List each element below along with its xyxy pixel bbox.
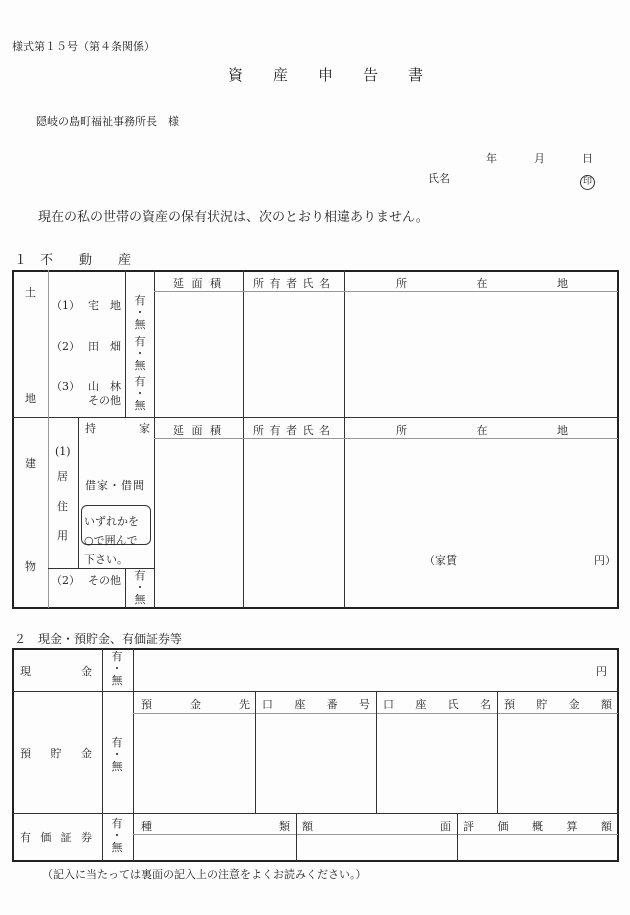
- rent-unit: 円）: [594, 554, 616, 567]
- securities-face-input[interactable]: [297, 835, 457, 860]
- yes-no-choice[interactable]: 有 ・ 無: [134, 569, 146, 606]
- form-number: 様式第１５号（第４条関係）: [12, 40, 155, 53]
- yes-no-choice[interactable]: 有 ・ 無: [134, 294, 146, 331]
- col-bank: 預 金 先: [141, 698, 250, 711]
- addressee: 隠岐の島町福祉事務所長 様: [36, 115, 179, 128]
- land-col-area: 延 面 積: [173, 277, 223, 290]
- building-label-top: 建: [25, 457, 36, 470]
- page-title: 資産申告書: [228, 66, 454, 84]
- land-location-input[interactable]: [345, 292, 617, 417]
- date-year-label: 年: [486, 152, 497, 165]
- building-col-owner: 所 有 者 氏 名: [253, 424, 331, 437]
- land-owner-input[interactable]: [244, 292, 344, 417]
- land-label-bottom: 地: [25, 392, 36, 405]
- yes-no-choice[interactable]: 有 ・ 無: [111, 817, 123, 854]
- building-col-area: 延 面 積: [173, 424, 223, 437]
- date-month-label: 月: [534, 152, 545, 165]
- owned-house-b[interactable]: 家: [139, 422, 150, 435]
- date-day-label: 日: [582, 152, 593, 165]
- seal-icon: 印: [580, 169, 595, 190]
- account-name-input[interactable]: [377, 714, 497, 813]
- building-other-label: その他: [88, 574, 121, 587]
- cash-amount-input[interactable]: [134, 649, 617, 691]
- account-number-input[interactable]: [256, 714, 376, 813]
- section1-title: １ 不 動 産: [14, 253, 132, 268]
- col-estimated-value: 評 価 概 算 額: [463, 820, 612, 833]
- building-owner-input[interactable]: [244, 439, 344, 607]
- rent-label: （家賃: [424, 554, 457, 567]
- col-account-name: 口 座 氏 名: [383, 698, 491, 711]
- land-area-input[interactable]: [155, 292, 243, 417]
- col-type: 種 類: [141, 820, 290, 833]
- yes-no-choice[interactable]: 有 ・ 無: [134, 375, 146, 412]
- section2-title: ２ 現金・預貯金、有価証券等: [14, 632, 183, 646]
- cash-unit: 円: [596, 665, 607, 678]
- savings-amount-input[interactable]: [498, 714, 617, 813]
- building-area-input[interactable]: [155, 439, 243, 607]
- rented-house[interactable]: 借家・借間: [85, 479, 145, 492]
- savings-label: 預 貯 金: [20, 747, 92, 760]
- securities-estimate-input[interactable]: [458, 835, 617, 860]
- declaration-text: 現在の私の世帯の資産の保有状況は、次のとおり相違ありません。: [38, 210, 429, 225]
- land-col-location: 所 在 地: [396, 277, 568, 290]
- building-col-location: 所 在 地: [396, 424, 568, 437]
- yes-no-choice[interactable]: 有 ・ 無: [134, 335, 146, 372]
- footer-note: （記入に当たっては裏面の記入上の注意をよくお読みください。）: [42, 868, 367, 881]
- cash-label: 現 金: [20, 665, 92, 678]
- col-account-number: 口 座 番 号: [262, 698, 370, 711]
- building-label-bottom: 物: [25, 560, 36, 573]
- name-label: 氏名: [428, 172, 450, 185]
- land-label-top: 土: [25, 286, 36, 299]
- bank-input[interactable]: [134, 714, 255, 813]
- yes-no-choice[interactable]: 有 ・ 無: [111, 736, 123, 773]
- residence-num: (1): [55, 445, 71, 458]
- building-location-input[interactable]: [345, 439, 617, 607]
- yes-no-choice[interactable]: 有 ・ 無: [111, 650, 123, 687]
- owned-house-a[interactable]: 持: [85, 422, 96, 435]
- securities-label: 有 価 証 券: [20, 831, 92, 844]
- col-face-value: 額 面: [302, 820, 451, 833]
- col-savings-amount: 預 貯 金 額: [504, 698, 612, 711]
- land-col-owner: 所 有 者 氏 名: [253, 277, 331, 290]
- securities-type-input[interactable]: [134, 835, 296, 860]
